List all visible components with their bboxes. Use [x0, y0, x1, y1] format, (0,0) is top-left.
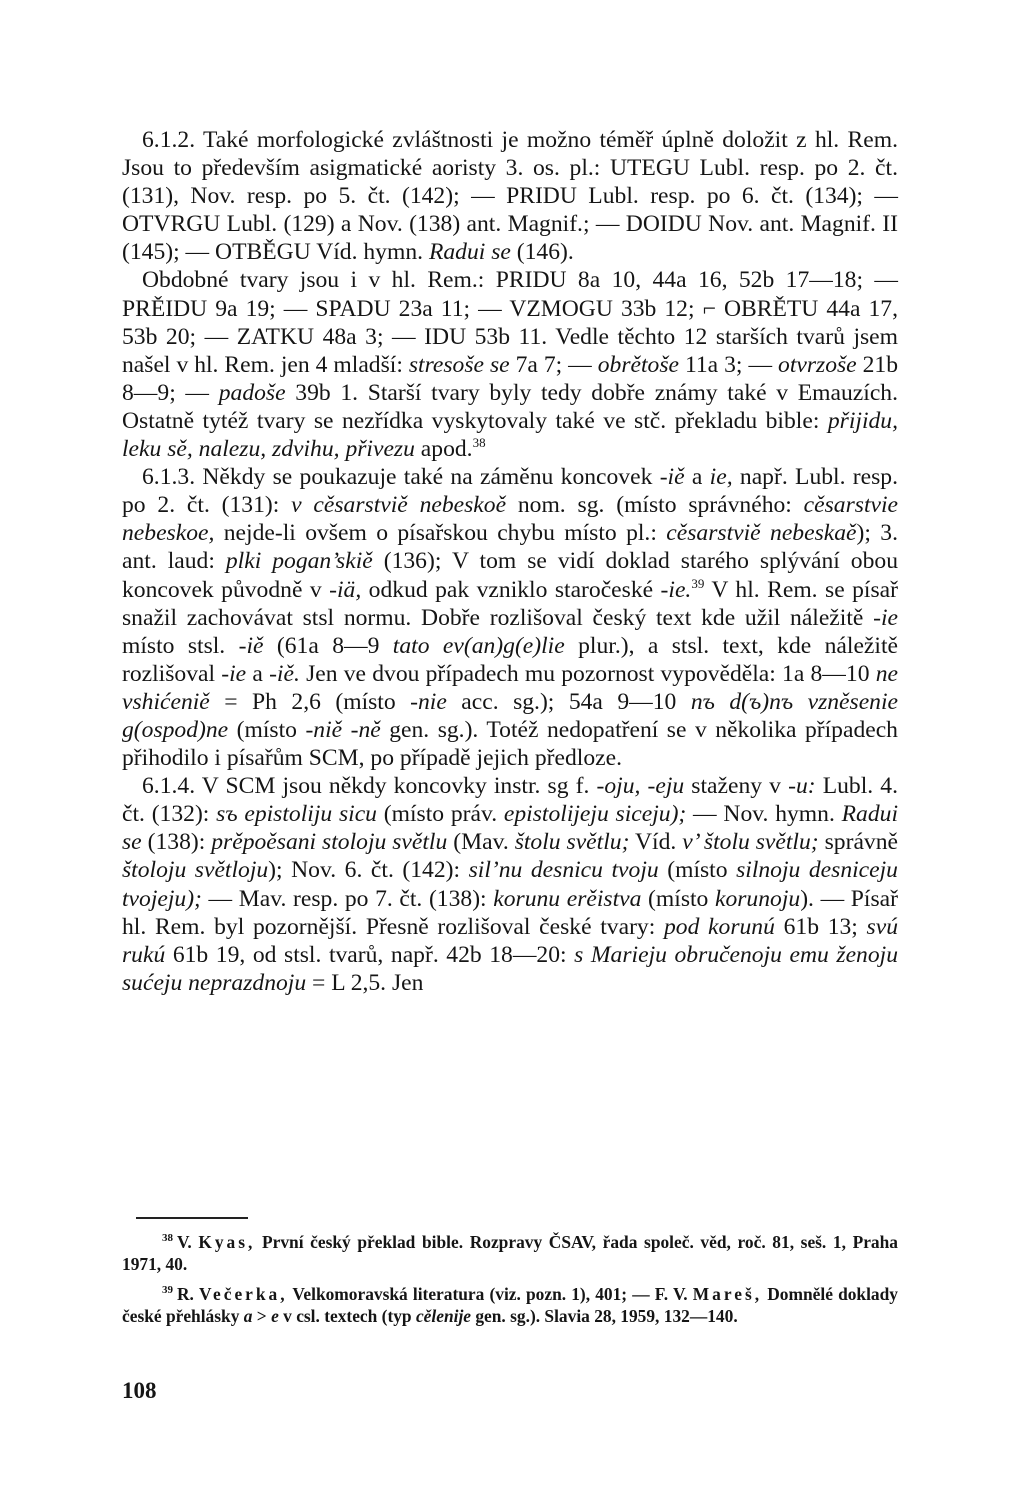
text-run: 11a 3; — [679, 351, 779, 378]
text-run: = L 2,5. Jen [306, 969, 424, 996]
text-run: správně [818, 829, 898, 856]
text-run: Jen ve dvou případech mu pozornost vypověděla: 1a 8—10 [299, 660, 876, 687]
footnote-ref: 38 [472, 435, 486, 451]
text-run: Obdobné tvary jsou i v hl. Rem.: PRIDU 8a 10, 44a 16, 52b 17—18; — PRĚIDU 9a 19; — SPADU 23a 11; — VZMOGU 33b 12; ⌐ OBRĚTU 44a 17, 53b 20; — ZATKU 48a 3; — IDU 53b 11. Vedle těchto 12 starších tvarů jsem našel v hl. Rem. jen 4 mladší: [122, 267, 898, 378]
text-run: v csl. textech (typ [278, 1305, 416, 1326]
text-run: -niě -ně [305, 716, 381, 743]
text-run: Velkomoravská literatura (viz. pozn. 1), 401; — F. V. [287, 1284, 693, 1304]
text-run: korunu erěistva [493, 885, 642, 912]
text-run: -ie [221, 660, 247, 687]
text-run: Víd. [629, 829, 683, 856]
text-run: -oju, -eju [596, 773, 685, 800]
text-run: Lubl. 4. čt. (132): [122, 773, 898, 828]
paragraph-6-1-3 [122, 463, 898, 772]
text-run: staženy v [684, 773, 789, 800]
text-run: gen. sg.). Slavia 28, 1959, 132—140. [471, 1305, 738, 1326]
footnote-39 [122, 1284, 898, 1327]
text-run: (136); V tom se vidí doklad starého splývání obou koncovek původně v [122, 548, 898, 603]
text-run: — Mav. resp. po 7. čt. (138): [201, 885, 494, 912]
text-run: -ie [873, 604, 898, 631]
text-run: Kyas, [198, 1232, 256, 1252]
text-run: (61a 8—9 [263, 632, 393, 659]
text-run: — Nov. hymn. [686, 801, 842, 828]
footnote-ref: 39 [691, 575, 705, 591]
text-run: epistolijeju siceju); [503, 801, 687, 828]
text-run: (místo práv. [376, 801, 504, 828]
text-run: místo stsl. [122, 632, 239, 659]
text-run: ); 3. ant. laud: [122, 520, 898, 575]
text-run: ne vshićeniě [122, 660, 898, 715]
text-run: obrětoše [597, 351, 679, 378]
text-run: 21b 8—9; — [122, 351, 899, 406]
text-run: sil’nu desnicu tvoju [468, 857, 659, 884]
text-run: např. Lubl. resp. po 2. čt. (131): [122, 464, 899, 519]
text-run: 61b 13; [774, 913, 867, 940]
text-run: Radui se [428, 239, 511, 266]
text-run: štolu světlu; [514, 829, 630, 856]
text-run: Mareš, [692, 1284, 763, 1304]
text-run: nejde-li ovšem o písařskou chybu místo pl.: [214, 520, 667, 547]
text-run: -u: [788, 773, 816, 800]
text-run: v cěsarstviě nebeskoě [291, 492, 507, 519]
text-run: plki pogan’skiě [225, 548, 373, 575]
text-run: plur.), a stsl. text, kde náležitě rozlišoval [122, 632, 898, 687]
text-run: otvrzoše [778, 351, 857, 378]
footnote-number: 38 [162, 1232, 173, 1245]
text-run: v’ štolu světlu; [682, 829, 819, 856]
text-run: Radui se [122, 801, 898, 856]
page-number: 108 [122, 1378, 157, 1403]
text-run: korunoju [714, 885, 801, 912]
footnote-number: 39 [162, 1284, 173, 1297]
text-run: -iě. [269, 660, 300, 687]
text-run: ). — Písař hl. Rem. byl pozornější. Přesně rozlišoval české tvary: [122, 885, 898, 940]
paragraph-6-1-2 [122, 126, 898, 266]
text-run: a [246, 660, 270, 687]
text-run: s Marieju obručenoju emu ženoju sućeju neprazdnoju [122, 941, 898, 996]
text-run: (místo [228, 716, 306, 743]
text-run: -iä, [329, 576, 362, 603]
text-run: (146). [510, 239, 574, 266]
text-run: pod korunú [663, 913, 775, 940]
paragraph-6-1-2 [122, 266, 898, 463]
text-run: 6.1.3. Někdy se poukazuje také na záměnu koncovek [142, 464, 660, 491]
text-run: -nie [410, 688, 447, 715]
text-run: (Mav. [447, 829, 515, 856]
text-run: 7a 7; — [509, 351, 598, 378]
text-run: padoše [218, 379, 286, 406]
text-run: = Ph 2,6 (místo [209, 688, 411, 715]
footnote-38 [122, 1232, 898, 1275]
text-run: sъ epistoliju sicu [216, 801, 377, 828]
paragraph-6-1-4 [122, 772, 898, 997]
text-run: R. [177, 1284, 200, 1304]
text-run: 6.1.2. Také morfologické zvláštnosti je možno téměř úplně doložit z hl. Rem. Jsou to především asigmatické aoristy 3. os. pl.: UTEGU Lubl. resp. po 2. čt. (131), Nov. resp. po 5. čt. (142); — PRIDU Lubl. resp. po 6. čt. (134); — OTVRGU Lubl. (129) a Nov. (138) ant. Magnif.; — DOIDU Nov. ant. Magnif. II (145); — OTBĚGU Víd. hymn. [122, 127, 898, 266]
text-run: apod. [414, 436, 473, 463]
text-run: V hl. Rem. se písař snažil zachovávat stsl normu. Dobře rozlišoval český text kde užil náležitě [122, 576, 898, 631]
text-run: (místo [641, 885, 715, 912]
text-run: 39b 1. Starší tvary byly tedy dobře známy také v Emauzích. Ostatně tytéž tvary se nezřídka vyskytovaly také ve stč. překladu bible: [122, 379, 899, 434]
text-run: (místo [658, 857, 737, 884]
text-run: nom. sg. (místo správného: [506, 492, 804, 519]
text-run: svú rukú [122, 913, 898, 968]
text-run: Domnělé doklady české přehlásky [122, 1284, 898, 1326]
text-run: -iě [659, 464, 685, 491]
text-run: > [252, 1305, 272, 1326]
text-run: -ie. [660, 576, 692, 603]
text-run: cěsarstvie nebeskoe, [122, 492, 898, 547]
footnote-separator [136, 1217, 248, 1219]
text-run: 6.1.4. V SCM jsou někdy koncovky instr. sg f. [142, 773, 597, 800]
text-run: a [684, 464, 710, 491]
text-run: nъ d(ъ)nъ vzněsenie g(ospod)ne [122, 688, 899, 743]
text-run: (138): [141, 829, 212, 856]
text-run: odkud pak vzniklo staročeské [361, 576, 661, 603]
text-run: -iě [238, 632, 264, 659]
text-run: acc. sg.); 54a 9—10 [446, 688, 691, 715]
text-run: gen. sg.). Totéž nedopatření se v několika případech přihodilo i písařům SCM, po případě jejich předloze. [122, 716, 898, 772]
text-run: V. [177, 1232, 199, 1252]
text-run: ie, [709, 464, 733, 491]
text-run: cěsarstviě nebeskaě [666, 520, 857, 547]
text-run: silnoju desniceju tvojeju); [122, 857, 898, 912]
text-run: prěpoěsani stoloju světlu [211, 829, 448, 856]
text-run: 61b 19, od stsl. tvarů, např. 42b 18—20: [165, 941, 575, 968]
text-run: štoloju světloju [122, 857, 269, 884]
text-run: a [243, 1305, 253, 1326]
text-run: tato ev(an)g(e)lie [392, 632, 565, 659]
text-run: e [271, 1305, 279, 1326]
text-run: Večerka, [199, 1284, 288, 1304]
footnotes [122, 1232, 898, 1336]
text-run: stresoše se [408, 351, 510, 378]
text-run: přijidu, leku sě, nalezu, zdvihu, přivezu [122, 407, 898, 463]
main-text [122, 126, 898, 997]
text-run: První český překlad bible. Rozpravy ČSAV, řada společ. věd, roč. 81, seš. 1, Praha 1971, 40. [122, 1232, 898, 1274]
text-run: ); Nov. 6. čt. (142): [268, 857, 469, 884]
text-run: cělenije [415, 1305, 471, 1326]
